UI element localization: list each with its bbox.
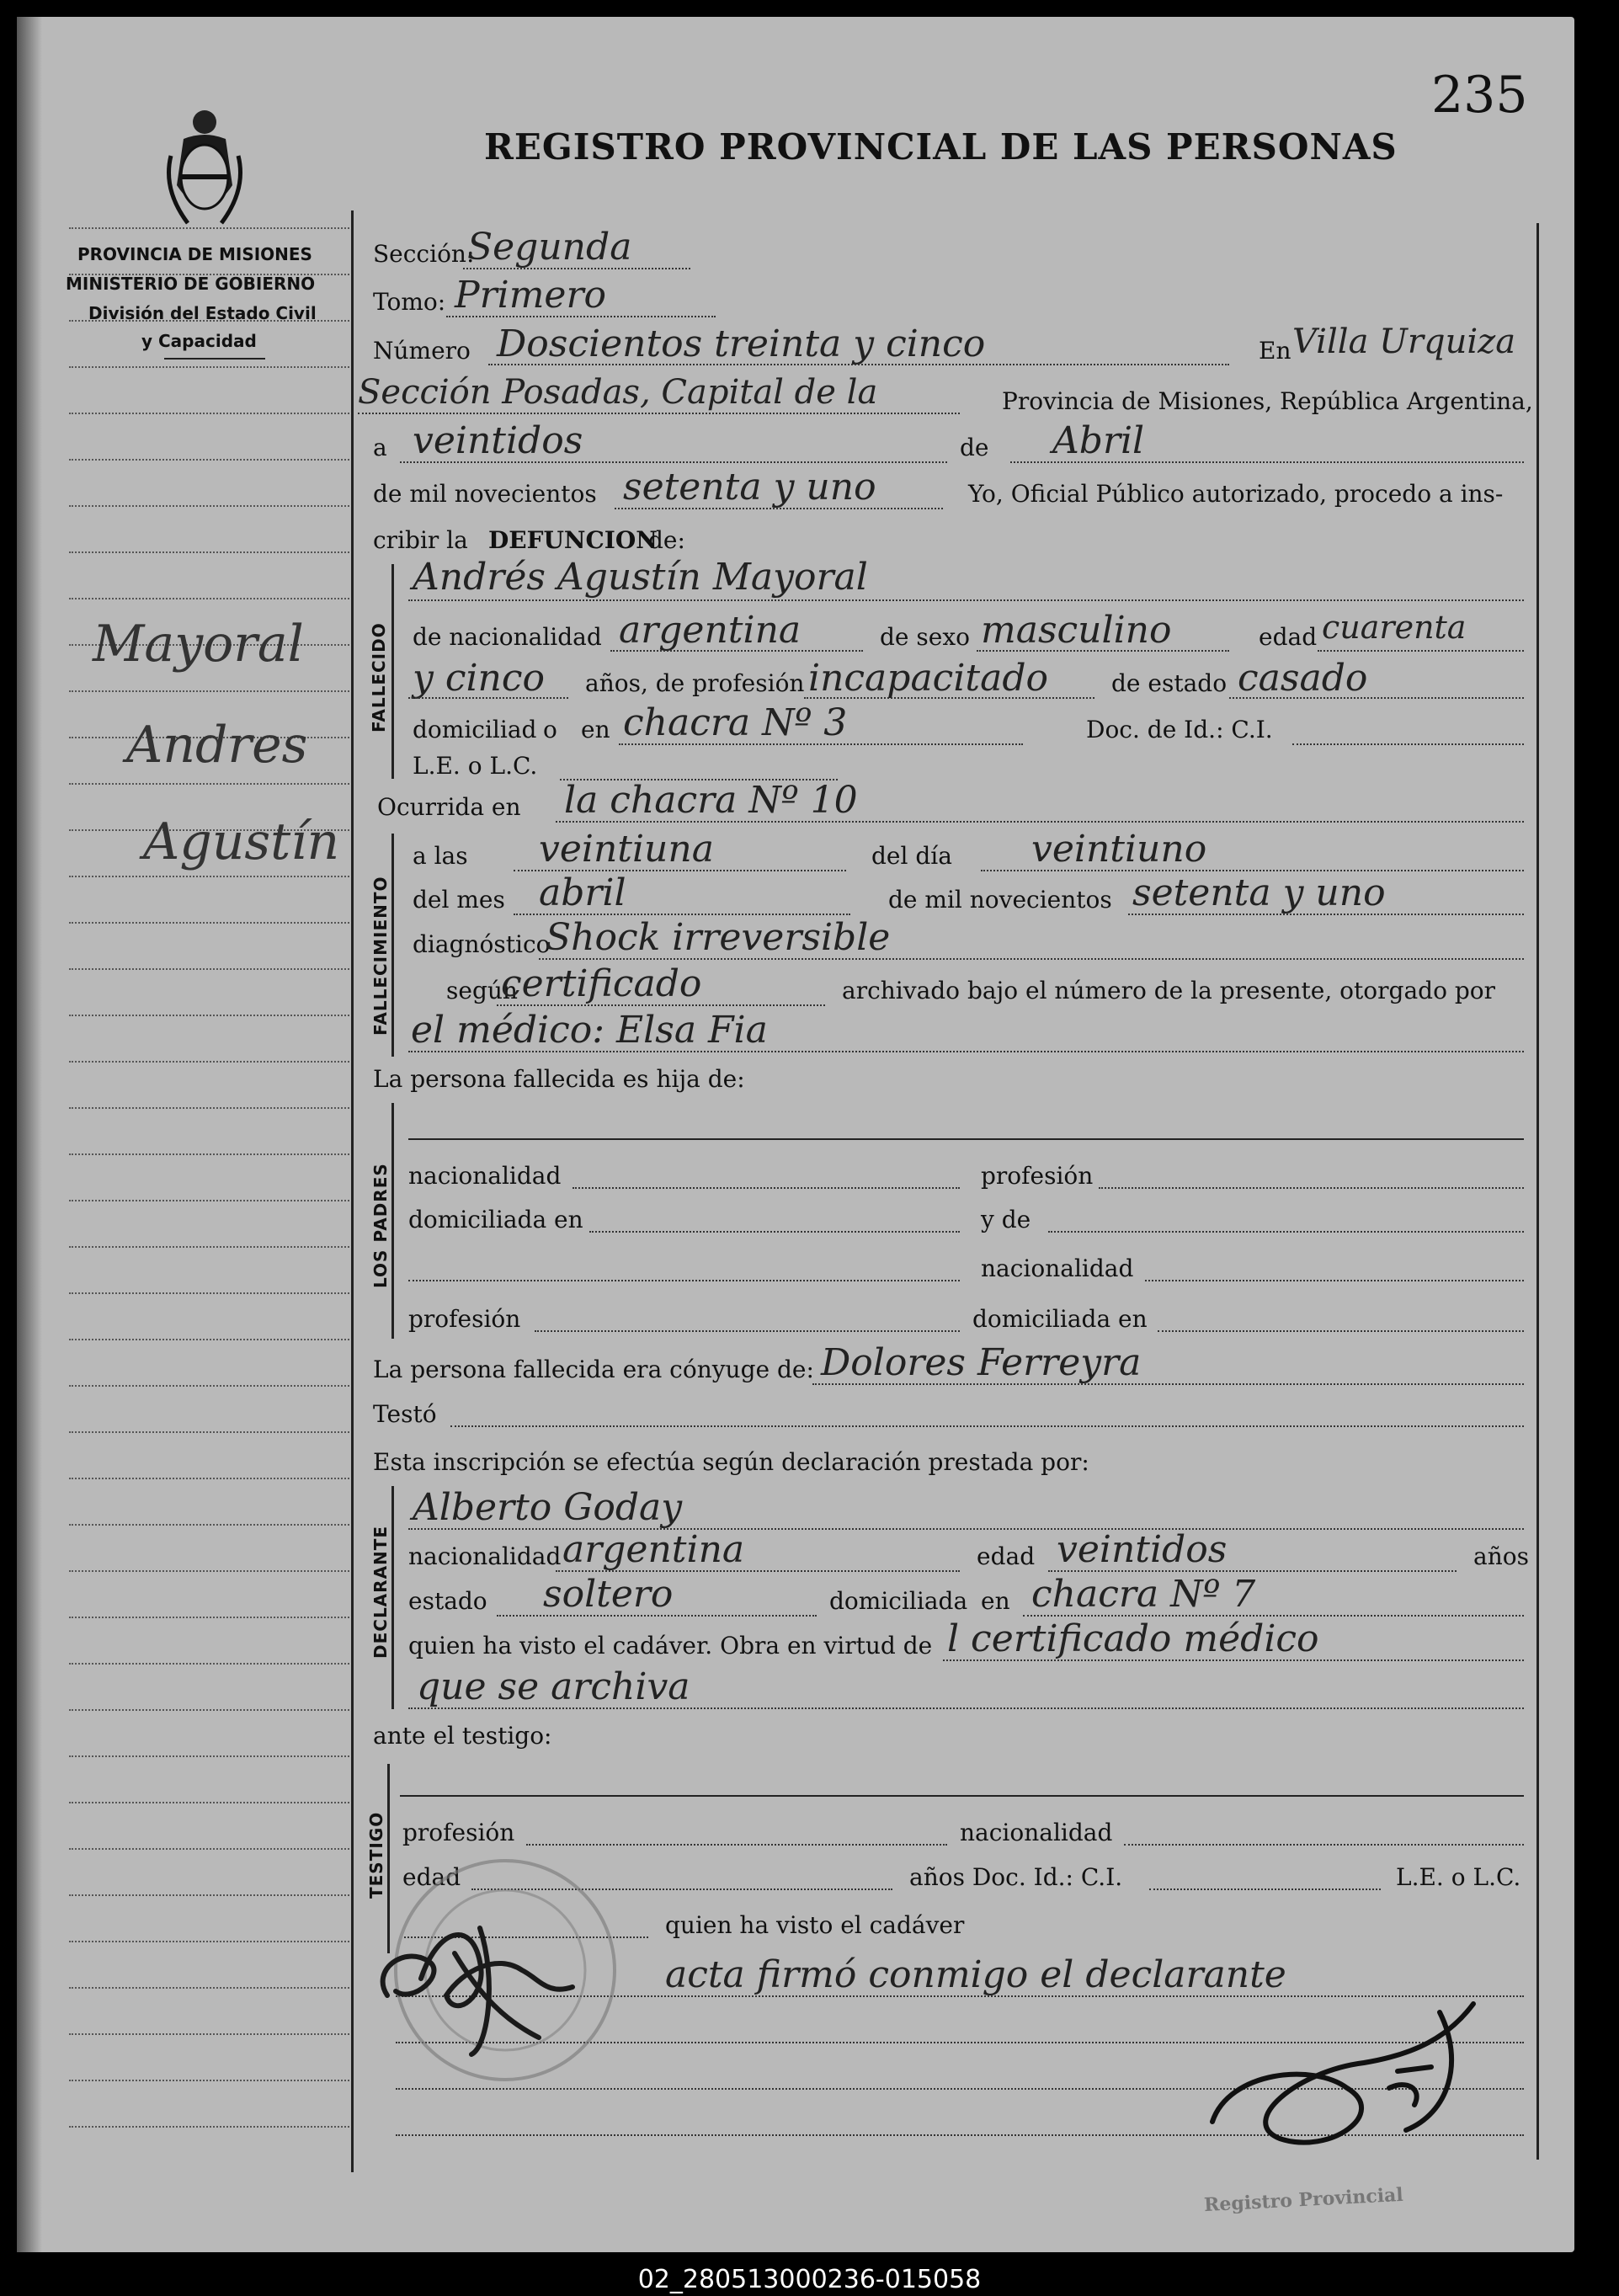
declarante-obra-value: l certificado médico	[947, 1617, 1319, 1660]
testo-label: Testó	[373, 1400, 437, 1428]
testigo-doc-line	[1149, 1888, 1381, 1890]
margin-divider	[351, 210, 354, 2172]
edad-line-2	[408, 697, 568, 699]
estado-line	[1229, 697, 1524, 699]
margin-ruled-line	[69, 2033, 349, 2035]
tomo-value: Primero	[455, 274, 606, 317]
padres-domiciliada: domiciliada en	[408, 1206, 583, 1233]
margin-ruled-line	[69, 551, 349, 553]
delmes-value: abril	[539, 871, 626, 914]
fallecimiento-mil-line	[1128, 914, 1524, 915]
fallecido-label: FALLECIDO	[369, 622, 389, 732]
mil-label: de mil novecientos	[373, 480, 597, 508]
archivado-text: archivado bajo el número de la presente, otorgado por	[842, 977, 1495, 1004]
padres-name-line	[408, 1138, 1524, 1140]
ocurrida-value: la chacra Nº 10	[564, 779, 858, 822]
diagnostico-label: diagnóstico	[413, 930, 551, 958]
margin-ruled-line	[69, 227, 349, 229]
margin-ruled-line	[69, 2080, 349, 2081]
diagnostico-value: Shock irreversible	[546, 916, 891, 959]
margin-middlename: Agustín	[143, 812, 340, 871]
margin-ruled-line	[69, 1894, 349, 1896]
inscribir-text: cribir la	[373, 526, 468, 554]
margin-ruled-line	[69, 1802, 349, 1803]
testigo-profesion: profesión	[402, 1819, 515, 1846]
officer-signature	[354, 1894, 640, 2066]
margin-firstname: Andres	[126, 716, 308, 775]
fallecimiento-mil-label: de mil novecientos	[888, 886, 1112, 914]
medico-line	[408, 1051, 1524, 1052]
margin-ruled-line	[69, 366, 349, 368]
tomo-line	[446, 316, 716, 317]
yo-text: Yo, Oficial Público autorizado, procedo a ins-	[968, 480, 1504, 508]
stamp-text: Registro Provincial	[1203, 2183, 1404, 2217]
declarante-anios-label: años	[1473, 1542, 1529, 1570]
hija-label: La persona fallecida es hija de:	[373, 1065, 745, 1093]
numero-line	[488, 364, 1229, 365]
margin-ruled-line	[69, 1339, 349, 1340]
mil-line	[615, 508, 943, 509]
margin-ruled-line	[69, 783, 349, 785]
declarante-obra-line-2	[408, 1707, 1524, 1709]
edad-value: cuarenta	[1322, 609, 1467, 646]
margin-ruled-line	[69, 968, 349, 970]
fallecido-name-line	[408, 599, 1524, 601]
estado-label: de estado	[1111, 669, 1228, 697]
anios-profesion-label: años, de profesión	[585, 669, 805, 697]
alas-label: a las	[413, 842, 468, 870]
margin-ruled-line	[69, 922, 349, 924]
conyuge-line	[812, 1383, 1524, 1385]
seccion-value: Segunda	[467, 226, 632, 269]
diagnostico-line	[539, 958, 1524, 960]
padres-nacionalidad-2-line	[1145, 1280, 1524, 1281]
padres-nacionalidad-line	[573, 1187, 960, 1189]
margin-ruled-line	[69, 1709, 349, 1711]
closing-value: acta firmó conmigo el declarante	[665, 1953, 1286, 1996]
padres-profesion-line	[1099, 1187, 1524, 1189]
a-label: a	[373, 434, 387, 461]
margin-ruled-line	[69, 1385, 349, 1387]
declarante-name: Alberto Goday	[413, 1486, 683, 1529]
a-value: veintidos	[413, 419, 583, 462]
fallecimiento-bracket	[391, 834, 394, 1057]
header-division: División del Estado Civil	[88, 303, 317, 323]
testigo-label: TESTIGO	[366, 1811, 386, 1899]
margin-ruled-line	[69, 1755, 349, 1757]
testigo-nacionalidad: nacionalidad	[960, 1819, 1113, 1846]
page-number: 235	[1431, 66, 1528, 125]
declarante-obra-line	[943, 1659, 1524, 1661]
en-label: En	[1259, 337, 1291, 365]
padres-domiciliada-2: domiciliada en	[972, 1305, 1148, 1333]
de-label: de	[960, 434, 989, 461]
margin-ruled-line	[69, 505, 349, 507]
margin-ruled-line	[69, 1061, 349, 1063]
fallecido-bracket	[391, 564, 394, 779]
declarante-bracket	[391, 1486, 394, 1709]
deldia-value: veintiuno	[1031, 828, 1207, 871]
alas-value: veintiuna	[539, 828, 714, 871]
margin-ruled-line	[69, 2126, 349, 2128]
medico-value: el médico: Elsa Fia	[411, 1009, 768, 1052]
lugar-value: Sección Posadas, Capital de la	[358, 373, 878, 412]
fallecimiento-mil-value: setenta y uno	[1132, 871, 1386, 914]
de-line	[1010, 461, 1524, 463]
le-label: L.E. o L.C.	[413, 752, 538, 780]
fallecido-name: Andrés Agustín Mayoral	[413, 556, 868, 599]
right-border	[1536, 223, 1539, 2160]
de-value: Abril	[1052, 419, 1145, 462]
footer-id: 02_280513000236-015058	[637, 2265, 982, 2294]
declarante-estado-line	[497, 1615, 817, 1617]
ocurrida-line	[556, 821, 1524, 823]
margin-ruled-line	[69, 1107, 349, 1109]
declarante-quien-text: quien ha visto el cadáver. Obra en virtud de	[408, 1632, 933, 1659]
fallecimiento-label: FALLECIMIENTO	[370, 876, 391, 1036]
numero-label: Número	[373, 337, 471, 365]
edad-label: edad	[1259, 623, 1318, 651]
a-line	[400, 461, 947, 463]
domicilio-suffix: o	[543, 716, 557, 743]
margin-ruled-line	[69, 1987, 349, 1989]
declarante-nacionalidad-value: argentina	[562, 1528, 745, 1571]
declarante-estado-label: estado	[408, 1587, 487, 1615]
declarante-domicilio-value: chacra Nº 7	[1031, 1573, 1256, 1616]
declarante-estado-value: soltero	[543, 1573, 674, 1616]
padres-nacionalidad-2: nacionalidad	[981, 1255, 1134, 1282]
declarante-nacionalidad-label: nacionalidad	[408, 1542, 562, 1570]
coat-of-arms-icon	[158, 105, 251, 239]
margin-ruled-line	[69, 1663, 349, 1665]
margin-ruled-line	[69, 598, 349, 599]
edad-line	[1318, 650, 1524, 652]
margin-ruled-line	[69, 1941, 349, 1942]
declarante-domiciliada-label: domiciliada	[829, 1587, 968, 1615]
padres-profesion-2-line	[535, 1330, 960, 1332]
delmes-line	[514, 914, 850, 915]
domicilio-line	[619, 743, 1023, 745]
nacionalidad-value: argentina	[619, 609, 802, 652]
margin-ruled-line	[69, 1570, 349, 1572]
margin-ruled-line	[69, 1431, 349, 1433]
lugar-line	[358, 413, 960, 414]
declarante-label: DECLARANTE	[370, 1525, 391, 1659]
edad-value-2: y cinco	[413, 657, 546, 700]
conyuge-value: Dolores Ferreyra	[821, 1341, 1142, 1384]
margin-ruled-line	[69, 876, 349, 877]
padres-bracket	[391, 1103, 394, 1339]
margin-ruled-line	[69, 1153, 349, 1155]
declarante-edad-label: edad	[977, 1542, 1036, 1570]
padres-profesion: profesión	[981, 1162, 1094, 1190]
testigo-anios-doc: años Doc. Id.: C.I.	[909, 1863, 1123, 1891]
provincia-text: Provincia de Misiones, República Argentina,	[1002, 387, 1533, 415]
declarante-domicilio-line	[1023, 1615, 1524, 1617]
header-province: PROVINCIA DE MISIONES	[77, 244, 312, 264]
ante-label: ante el testigo:	[373, 1722, 552, 1750]
declarante-edad-value: veintidos	[1057, 1528, 1228, 1571]
testigo-quien: quien ha visto el cadáver	[665, 1911, 965, 1939]
nacionalidad-line	[610, 650, 863, 652]
domicilio-label: domiciliad	[413, 716, 537, 743]
padres-yde-line	[1048, 1231, 1524, 1233]
padres-nacionalidad: nacionalidad	[408, 1162, 562, 1190]
testo-line	[450, 1425, 1524, 1427]
margin-column	[59, 227, 349, 2172]
doc-label: Doc. de Id.: C.I.	[1086, 716, 1273, 743]
declarante-nacionalidad-line	[556, 1570, 960, 1572]
seccion-line	[463, 268, 690, 269]
margin-ruled-line	[69, 1200, 349, 1201]
defuncion-text: DEFUNCION	[488, 526, 658, 554]
domicilio-value: chacra Nº 3	[623, 701, 848, 744]
padres-domiciliada-line	[589, 1231, 960, 1233]
margin-ruled-line	[69, 690, 349, 692]
declarante-obra-value-2: que se archiva	[417, 1665, 690, 1708]
testigo-edad: edad	[402, 1863, 461, 1891]
ocurrida-label: Ocurrida en	[377, 793, 521, 821]
numero-value: Doscientos treinta y cinco	[497, 322, 986, 365]
mil-value: setenta y uno	[623, 466, 876, 509]
testigo-name-line	[400, 1795, 1524, 1797]
sexo-value: masculino	[981, 609, 1172, 652]
margin-ruled-line	[69, 1292, 349, 1294]
binding-shadow	[17, 17, 42, 2252]
margin-ruled-line	[69, 459, 349, 461]
deldia-label: del día	[871, 842, 952, 870]
header-capacity: y Capacidad	[141, 331, 257, 351]
declarante-en-label: en	[981, 1587, 1010, 1615]
testigo-nacionalidad-line	[1124, 1844, 1524, 1846]
sexo-label: de sexo	[880, 623, 970, 651]
padres-blank-line	[408, 1280, 960, 1281]
delmes-label: del mes	[413, 886, 505, 914]
padres-label: LOS PADRES	[370, 1163, 391, 1288]
padres-yde: y de	[981, 1206, 1031, 1233]
margin-ruled-line	[69, 274, 349, 275]
document-title: REGISTRO PROVINCIAL DE LAS PERSONAS	[484, 126, 1398, 168]
margin-ruled-line	[69, 1015, 349, 1016]
declarant-signature	[1196, 1987, 1515, 2176]
inscripcion-label: Esta inscripción se efectúa según declaración prestada por:	[373, 1448, 1089, 1476]
de-colon: de:	[648, 526, 685, 554]
padres-profesion-2: profesión	[408, 1305, 521, 1333]
nacionalidad-label: de nacionalidad	[413, 623, 602, 651]
profesion-line	[804, 697, 1094, 699]
margin-ruled-line	[69, 1246, 349, 1248]
header-ministry: MINISTERIO DE GOBIERNO	[66, 274, 316, 294]
segun-line	[497, 1004, 825, 1006]
tomo-label: Tomo:	[373, 288, 446, 316]
margin-ruled-line	[69, 413, 349, 414]
padres-domiciliada-2-line	[1158, 1330, 1524, 1332]
domicilio-en: en	[581, 716, 610, 743]
testigo-le: L.E. o L.C.	[1396, 1863, 1521, 1891]
margin-ruled-line	[69, 1524, 349, 1526]
margin-ruled-line	[69, 1617, 349, 1618]
margin-ruled-line	[69, 320, 349, 322]
seccion-label: Sección:	[373, 240, 475, 268]
estado-value: casado	[1238, 657, 1368, 700]
margin-ruled-line	[69, 1848, 349, 1850]
en-value: Villa Urquiza	[1292, 322, 1516, 361]
sexo-line	[977, 650, 1229, 652]
profesion-value: incapacitado	[808, 657, 1048, 700]
declarante-edad-line	[1048, 1570, 1457, 1572]
segun-label: según	[446, 977, 518, 1004]
segun-value: certificado	[501, 962, 702, 1005]
doc-line	[1292, 743, 1524, 745]
margin-ruled-line	[69, 1478, 349, 1479]
margin-surname: Mayoral	[93, 615, 304, 674]
conyuge-label: La persona fallecida era cónyuge de:	[373, 1356, 814, 1383]
